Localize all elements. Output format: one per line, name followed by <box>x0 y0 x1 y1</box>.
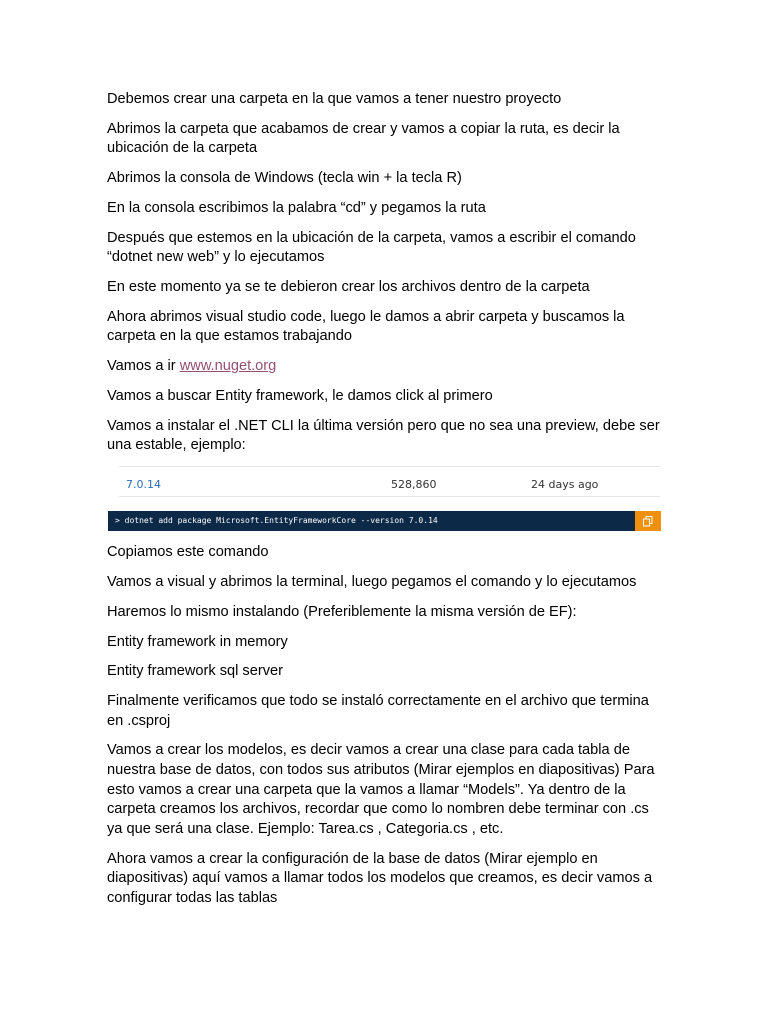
paragraph-search-ef: Vamos a buscar Entity framework, le damos click al primero <box>107 388 493 405</box>
paragraph-create-models: Vamos a crear los modelos, es decir vamos a crear una clase para cada tabla de nuestra base de datos, con todos sus atributos (Mirar ejemplos en diapositivas) Para esto vamos a crear una carpeta que la vamos a llamar “Models”. Ya dentro de la carpeta creamos los archivos, recordar que como lo nombren debe terminar con .cs ya que será una clase. Ejemplo: Tarea.cs , Categoria.cs , etc. <box>107 742 655 837</box>
paragraph-open-console: Abrimos la consola de Windows (tecla win + la tecla R) <box>107 170 462 187</box>
paragraph-install-cli: Vamos a instalar el .NET CLI la última versión pero que no sea una preview, debe ser una estable, ejemplo: <box>107 417 660 454</box>
install-command-bar <box>108 511 661 531</box>
paragraph-copy-command: Copiamos este comando <box>107 544 269 561</box>
link-prefix: Vamos a ir <box>107 358 180 375</box>
paragraph-ef-sql-server: Entity framework sql server <box>107 663 283 680</box>
install-command: > dotnet add package Microsoft.EntityFrameworkCore --version 7.0.14 <box>115 516 438 526</box>
version-number[interactable]: 7.0.14 <box>126 478 161 492</box>
paragraph-files-created: En este momento ya se te debieron crear los archivos dentro de la carpeta <box>107 279 590 296</box>
nuget-link[interactable]: www.nuget.org <box>179 358 277 375</box>
paragraph-copy-path: Abrimos la carpeta que acabamos de crear y vamos a copiar la ruta, es decir la ubicación de la carpeta <box>107 120 620 157</box>
published-date: 24 days ago <box>531 478 599 492</box>
nuget-screenshot <box>115 466 660 531</box>
paragraph-verify-csproj: Finalmente verificamos que todo se instaló correctamente en el archivo que termina en .csproj <box>107 693 649 729</box>
paragraph-create-folder: Debemos crear una carpeta en la que vamos a tener nuestro proyecto <box>107 91 562 107</box>
version-row <box>119 466 660 497</box>
paragraph-go-to-nuget <box>107 357 667 377</box>
copy-button[interactable] <box>635 511 661 531</box>
paragraph-dotnet-new-web: Después que estemos en la ubicación de la carpeta, vamos a escribir el comando “dotnet new web” y lo ejecutamos <box>107 229 636 266</box>
paragraph-open-vscode: Ahora abrimos visual studio code, luego le damos a abrir carpeta y buscamos la carpeta en la que estamos trabajando <box>107 308 625 345</box>
paragraph-cd-command: En la consola escribimos la palabra “cd” y pegamos la ruta <box>107 199 486 216</box>
download-count: 528,860 <box>391 478 437 492</box>
paragraph-same-install: Haremos lo mismo instalando (Preferiblemente la misma versión de EF): <box>107 603 577 620</box>
paragraph-run-terminal: Vamos a visual y abrimos la terminal, luego pegamos el comando y lo ejecutamos <box>107 573 637 590</box>
paragraph-db-config: Ahora vamos a crear la configuración de la base de datos (Mirar ejemplo en diapositivas) aquí vamos a llamar todos los modelos que creamos, es decir vamos a configurar todas las tablas <box>107 850 653 906</box>
copy-icon <box>643 516 653 527</box>
paragraph-ef-in-memory: Entity framework in memory <box>107 633 288 650</box>
